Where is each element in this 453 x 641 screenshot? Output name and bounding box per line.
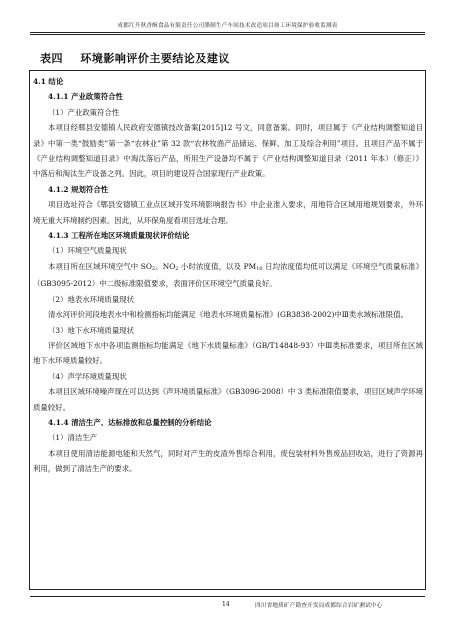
planning-text: 项目选址符合《郫县安德镇工业点区域开发环境影响报告书》中企业准入要求，用地符合区域用地规划要求，外环境无重大环境制约因素。因此，从环保角度看项目选址合理。 (33, 200, 423, 225)
section-4-1-2-heading: 4.1.2 规划符合性 (48, 184, 109, 194)
air-text-part: 日均浓度值均低可以满足《环境空气质量标准》（GB3095-2012）中二级标准限值要求，表面评价区环境空气质量良好。 (33, 261, 423, 289)
content-body (33, 74, 423, 588)
section-4-1-1-heading: 4.1.1 产业政策符合性 (48, 92, 123, 102)
page-header-title: 成都红升秋香酥食品有限责任公司腊制生产车间技术改造项目竣工环境保护验收监测表 (117, 23, 338, 29)
surface-water-item: （2）地表水环境质量现状 (48, 294, 135, 304)
groundwater-item: （3）地下水环境质量现状 (48, 325, 135, 335)
air-quality-text (33, 259, 423, 292)
acoustic-text: 本项目区域环境噪声现在可以达到《声环境质量标准》（GB3096-2008）中 3 类标准限值要求，项目区域声学环境质量较好。 (33, 387, 423, 412)
header-rule-thin (30, 34, 425, 35)
header-rule (30, 32, 425, 33)
section-4-1-3-heading: 4.1.3 工程所在地区环境质量现状评价结论 (48, 231, 190, 241)
subscript: 2 (175, 266, 179, 273)
air-text-part: 小时浓度值，以及 PM (178, 261, 257, 271)
footer-rule (30, 596, 425, 597)
air-text-part: 、NO (155, 261, 176, 271)
air-quality-item: （1）环境空气质量现状 (48, 246, 127, 256)
air-text-part: 本项目所在区域环境空气中 SO (48, 261, 152, 271)
subscript: 10 (256, 266, 263, 273)
section-4-1-4-heading: 4.1.4 清洁生产、达标排放和总量控制的分析结论 (48, 417, 212, 427)
section-4-1-heading: 4.1 结论 (33, 77, 64, 86)
acoustic-item: （4）声学环境质量现状 (48, 371, 127, 381)
clean-production-item: （1）清洁生产 (48, 433, 98, 443)
clean-production-text: 本项目使用清洁能源电能和天然气，同时对产生的皮渣外售综合利用，废包装材料外售废品回收站，进行了资源再利用，做到了清洁生产的要求。 (33, 448, 423, 474)
industry-policy-item: （1）产业政策符合性 (48, 107, 120, 117)
page-number: 14 (222, 601, 230, 608)
groundwater-text: 评价区域地下水中各项监测指标均能满足《地下水质量标准》（GB/T14848-93）中Ⅲ类标准要求，项目所在区域地下水环境质量较好。 (33, 340, 423, 366)
footer-organization: 四川省地质矿产勘查开发局成都综合岩矿测试中心 (255, 603, 383, 609)
table-heading: 表四 环境影响评价主要结论及建议 (40, 52, 230, 65)
subscript: 2 (151, 266, 156, 273)
industry-policy-text: 本项目经郫县安德镇人民政府安德镇技改备案[2015]12 号文，同意备案。同时，项目属于《产业结构调整知道目录》中第一类“鼓励类”第一条“农林业”第 32 款“农林牧渔产品储运、保鲜、加工及综合利用”项目。且项目产品不属于《产业结构调整知道目录》中淘汰落后产品，所用生产设备均不属于《产业结构调整知道目录（2011 年本）（修正）》中落后和淘汰生产设备之列。因此，项目的建设符合国家现行产业政策。 (33, 123, 423, 179)
surface-water-text: 清水河评价河段地表水中和检测指标均能满足《地表水环境质量标准》(GB3838-2002)中Ⅲ类水域标准限值。 (48, 310, 408, 320)
